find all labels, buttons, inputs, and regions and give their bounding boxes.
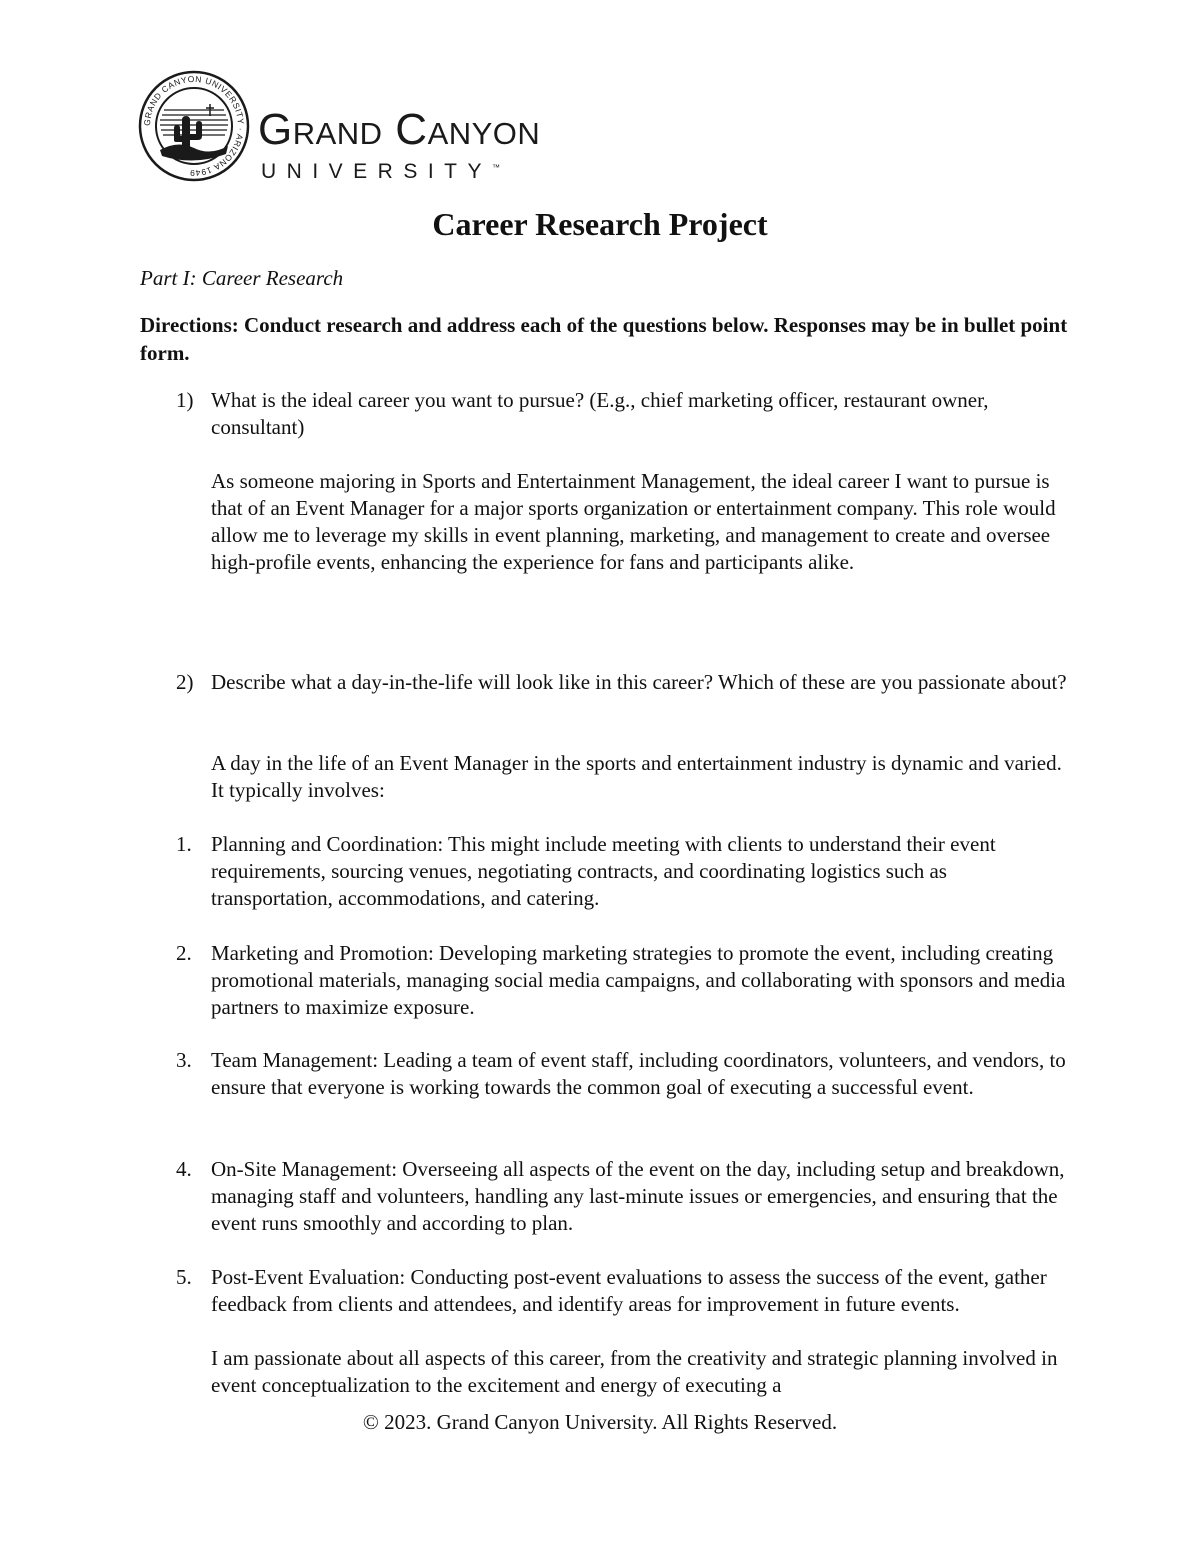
question-text: Describe what a day-in-the-life will look like in this career? Which of these are you passionate about? <box>211 670 1067 694</box>
directions-text: Directions: Conduct research and address each of the questions below. Responses may be in bullet point form. <box>140 313 1068 365</box>
university-logo <box>138 70 638 182</box>
list-item-text: Post-Event Evaluation: Conducting post-event evaluations to assess the success of the event, gather feedback from clients and attendees, and identify areas for improvement in future events. <box>211 1265 1047 1316</box>
answer-text: A day in the life of an Event Manager in the sports and entertainment industry is dynamic and varied. It typically involves: <box>211 751 1062 802</box>
wordmark-bottom: UNIVERSITY™ <box>261 160 501 183</box>
list-item-text: Planning and Coordination: This might include meeting with clients to understand their event requirements, sourcing venues, negotiating contracts, and coordinating logistics such as transportation, accommodations, and catering. <box>211 832 996 910</box>
list-item-number: 3. <box>176 1048 192 1072</box>
list-item-number: 2. <box>176 941 192 965</box>
list-item-text: Team Management: Leading a team of event staff, including coordinators, volunteers, and vendors, to ensure that everyone is working towards the common goal of executing a successful event. <box>211 1048 1066 1099</box>
passion-statement: I am passionate about all aspects of this career, from the creativity and strategic planning involved in event conceptualization to the excitement and energy of executing a <box>211 1346 1058 1397</box>
question-number: 2) <box>176 670 194 694</box>
university-wordmark <box>258 105 541 184</box>
university-seal-icon <box>138 70 250 182</box>
copyright-footer: © 2023. Grand Canyon University. All Rights Reserved. <box>362 1410 838 1434</box>
trademark-symbol: ™ <box>492 163 501 172</box>
wordmark-top: Grand Canyon <box>258 105 541 154</box>
list-item-number: 1. <box>176 832 192 856</box>
list-item-number: 4. <box>176 1157 192 1181</box>
question-text: What is the ideal career you want to pursue? (E.g., chief marketing officer, restaurant owner, consultant) <box>211 388 989 439</box>
svg-text:GRAND CANYON UNIVERSITY · ARIZ: GRAND CANYON UNIVERSITY · ARIZONA 1949 <box>141 73 247 179</box>
list-item-text: On-Site Management: Overseeing all aspects of the event on the day, including setup and breakdown, managing staff and volunteers, handling any last-minute issues or emergencies, and ensuring that the event runs smoothly and according to plan. <box>211 1157 1065 1235</box>
answer-text: As someone majoring in Sports and Entertainment Management, the ideal career I want to pursue is that of an Event Manager for a major sports organization or entertainment company. This role would allow me to leverage my skills in event planning, marketing, and management to create and oversee high-profile events, enhancing the experience for fans and participants alike. <box>211 469 1056 574</box>
page-title: Career Research Project <box>432 206 768 242</box>
part-heading: Part I: Career Research <box>140 266 344 290</box>
question-number: 1) <box>176 388 194 412</box>
list-item-text: Marketing and Promotion: Developing marketing strategies to promote the event, including creating promotional materials, managing social media campaigns, and collaborating with sponsors and media partners to maximize exposure. <box>211 941 1066 1019</box>
list-item-number: 5. <box>176 1265 192 1289</box>
